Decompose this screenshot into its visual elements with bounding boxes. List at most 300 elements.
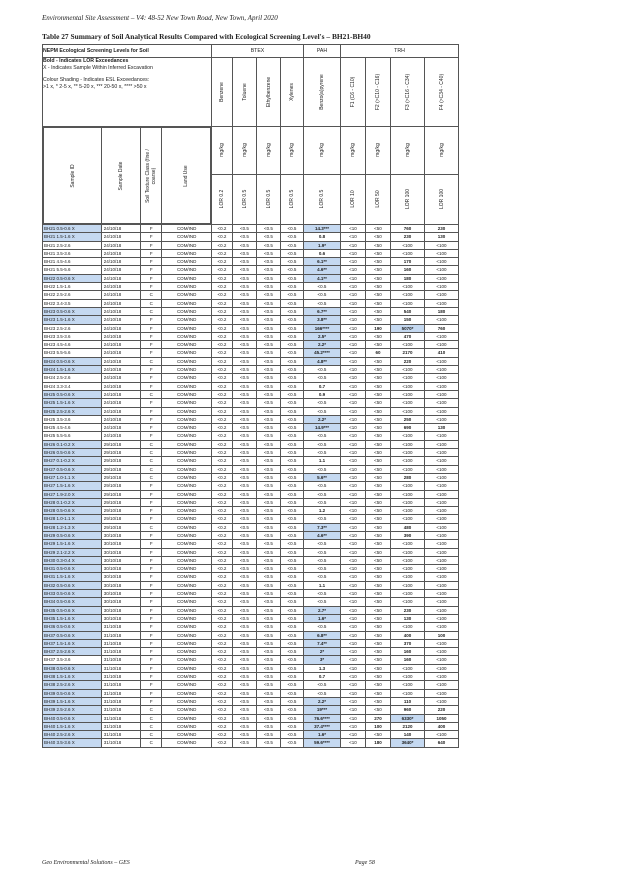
table-row: [43, 739, 459, 747]
sample-id-cell: BH38 0.5-0.6 X: [43, 664, 102, 672]
table-cell: <100: [391, 449, 425, 457]
analyte-header: [341, 58, 366, 127]
table-cell: <100: [425, 390, 459, 398]
table-cell: <100: [425, 581, 459, 589]
table-cell: 190: [366, 324, 391, 332]
table-cell: C: [141, 465, 162, 473]
unit-header: [391, 127, 425, 175]
table-cell: <0.5: [257, 556, 281, 564]
table-cell: 250: [391, 415, 425, 423]
table-cell: <0.5: [257, 581, 281, 589]
unit-label: mg/kg: [219, 143, 225, 158]
table-cell: 24/10/18: [101, 399, 140, 407]
table-cell: <0.5: [257, 656, 281, 664]
sample-id-cell: BH37 2.5-2.6 X: [43, 648, 102, 656]
table-cell: F: [141, 623, 162, 631]
table-cell: 400: [425, 722, 459, 730]
table-cell: 19***: [304, 706, 341, 714]
table-row: [43, 731, 459, 739]
table-cell: <0.5: [281, 382, 304, 390]
table-cell: <0.5: [304, 366, 341, 374]
table-cell: C: [141, 357, 162, 365]
table-row: [43, 473, 459, 481]
table-cell: COM/IND: [162, 606, 212, 614]
sample-column-header: [44, 128, 102, 224]
table-cell: COM/IND: [162, 374, 212, 382]
sample-id-cell: BH26 0.1-0.2 X: [43, 440, 102, 448]
table-cell: <0.5: [233, 465, 257, 473]
table-cell: <100: [391, 548, 425, 556]
table-cell: 24/10/18: [101, 349, 140, 357]
table-cell: <0.2: [212, 258, 233, 266]
table-cell: COM/IND: [162, 233, 212, 241]
table-cell: F: [141, 697, 162, 705]
table-row: [43, 399, 459, 407]
sample-id-cell: BH22 3.4-3.5: [43, 299, 102, 307]
table-cell: COM/IND: [162, 349, 212, 357]
table-cell: 30/10/18: [101, 614, 140, 622]
unit-label: mg/kg: [319, 143, 325, 158]
table-cell: C: [141, 714, 162, 722]
table-cell: F: [141, 565, 162, 573]
table-cell: <0.5: [257, 598, 281, 606]
analyte-label: F1 (C6 - C10): [350, 76, 356, 108]
table-cell: <100: [425, 241, 459, 249]
table-row: [43, 523, 459, 531]
table-cell: <0.5: [304, 482, 341, 490]
table-cell: <0.5: [281, 407, 304, 415]
table-cell: <0.2: [212, 739, 233, 747]
table-cell: <0.5: [257, 714, 281, 722]
table-cell: <0.5: [281, 523, 304, 531]
table-cell: <10: [341, 258, 366, 266]
table-cell: <50: [366, 573, 391, 581]
table-cell: <0.5: [257, 341, 281, 349]
table-cell: <50: [366, 291, 391, 299]
lor-header: [304, 174, 341, 224]
table-cell: <0.5: [233, 424, 257, 432]
sample-column-label: Sample Date: [118, 161, 124, 190]
legend-x-note: X - Indicates Sample Within Inferred Excavation: [43, 65, 153, 71]
table-cell: 31/10/18: [101, 673, 140, 681]
lor-label: LOR 0.5: [289, 190, 295, 209]
sample-id-cell: BH21 1.5-1.6 X: [43, 233, 102, 241]
group-trh: TRH: [341, 45, 459, 58]
table-cell: <0.5: [257, 382, 281, 390]
sample-id-cell: BH22 2.5-2.6: [43, 291, 102, 299]
lor-label: LOR 0.5: [319, 190, 325, 209]
table-cell: 100: [425, 631, 459, 639]
table-cell: F: [141, 407, 162, 415]
table-cell: <0.5: [281, 623, 304, 631]
table-cell: <0.5: [233, 614, 257, 622]
table-cell: 24/10/18: [101, 233, 140, 241]
analyte-label: Ethylbenzene: [265, 76, 272, 108]
table-row: [43, 225, 459, 233]
table-cell: <50: [366, 283, 391, 291]
sample-id-cell: BH40 0.5-0.6 X: [43, 714, 102, 722]
table-cell: <0.5: [233, 357, 257, 365]
table-cell: <50: [366, 316, 391, 324]
table-cell: <100: [425, 449, 459, 457]
legend-notes: [43, 58, 212, 127]
sample-id-cell: BH24 3.3-3.4: [43, 382, 102, 390]
table-cell: 30/10/18: [101, 548, 140, 556]
table-cell: COM/IND: [162, 465, 212, 473]
table-cell: <50: [366, 523, 391, 531]
table-cell: F: [141, 515, 162, 523]
table-cell: <0.5: [233, 241, 257, 249]
table-cell: <100: [391, 490, 425, 498]
unit-label: mg/kg: [404, 143, 411, 158]
table-cell: F: [141, 233, 162, 241]
table-cell: <100: [425, 507, 459, 515]
table-cell: <0.5: [233, 697, 257, 705]
table-cell: <0.2: [212, 283, 233, 291]
table-cell: <0.5: [281, 299, 304, 307]
table-cell: <0.5: [233, 366, 257, 374]
table-cell: <0.2: [212, 432, 233, 440]
sample-id-cell: BH31 1.5-1.6 X: [43, 573, 102, 581]
lor-label: LOR 10: [350, 190, 356, 209]
table-cell: <0.5: [281, 349, 304, 357]
table-cell: <0.5: [257, 225, 281, 233]
legend-shading-scale: >1 x, * 2-5 x, ** 5-20 x, *** 20-50 x, **** >50 x: [43, 84, 147, 90]
table-cell: F: [141, 631, 162, 639]
table-cell: <0.5: [233, 225, 257, 233]
table-row: [43, 366, 459, 374]
sample-id-cell: BH39 0.5-0.6 X: [43, 689, 102, 697]
table-cell: 2.5*: [304, 332, 341, 340]
table-cell: <0.5: [257, 515, 281, 523]
table-cell: <0.5: [257, 440, 281, 448]
table-cell: <10: [341, 548, 366, 556]
table-cell: <0.2: [212, 424, 233, 432]
table-cell: 0.6: [304, 249, 341, 257]
table-cell: 160: [391, 656, 425, 664]
sample-id-cell: BH21 0.5-0.6 X: [43, 225, 102, 233]
table-cell: <100: [391, 689, 425, 697]
unit-header: [304, 127, 341, 175]
table-cell: <50: [366, 241, 391, 249]
sample-id-cell: BH22 0.5-0.6 X: [43, 274, 102, 282]
table-cell: COM/IND: [162, 266, 212, 274]
table-cell: <0.2: [212, 706, 233, 714]
table-cell: <0.5: [281, 440, 304, 448]
table-cell: 24/10/18: [101, 283, 140, 291]
table-cell: COM/IND: [162, 449, 212, 457]
table-cell: <0.2: [212, 225, 233, 233]
table-cell: <0.5: [257, 407, 281, 415]
table-cell: <10: [341, 731, 366, 739]
table-cell: 24/10/18: [101, 258, 140, 266]
table-cell: <100: [425, 639, 459, 647]
table-cell: <100: [391, 341, 425, 349]
table-row: [43, 382, 459, 390]
table-cell: <0.5: [257, 324, 281, 332]
table-cell: <100: [425, 490, 459, 498]
table-cell: <0.2: [212, 457, 233, 465]
table-cell: <0.5: [257, 307, 281, 315]
table-cell: 470: [391, 332, 425, 340]
table-cell: <0.5: [257, 449, 281, 457]
table-cell: 24/10/18: [101, 415, 140, 423]
analyte-label: F3 (>C16 - C34): [404, 73, 411, 111]
table-cell: <0.5: [257, 648, 281, 656]
table-cell: F: [141, 590, 162, 598]
table-row: [43, 697, 459, 705]
unit-header: [425, 127, 459, 175]
sample-header-block: [43, 127, 212, 225]
table-cell: <0.2: [212, 274, 233, 282]
table-cell: <0.5: [257, 590, 281, 598]
table-cell: <0.2: [212, 664, 233, 672]
table-cell: <0.5: [304, 399, 341, 407]
table-cell: F: [141, 424, 162, 432]
table-cell: <0.2: [212, 639, 233, 647]
table-cell: <100: [425, 465, 459, 473]
table-cell: <100: [391, 581, 425, 589]
table-cell: C: [141, 299, 162, 307]
table-cell: <0.2: [212, 374, 233, 382]
table-cell: <100: [391, 299, 425, 307]
table-cell: <100: [391, 440, 425, 448]
table-cell: 31/10/18: [101, 639, 140, 647]
table-cell: <0.5: [233, 656, 257, 664]
table-cell: 6.1**: [304, 258, 341, 266]
table-row: [43, 623, 459, 631]
unit-header: [281, 127, 304, 175]
sample-id-cell: BH25 1.5-1.6 X: [43, 399, 102, 407]
table-cell: <0.5: [304, 540, 341, 548]
table-cell: <0.5: [233, 673, 257, 681]
table-cell: <10: [341, 324, 366, 332]
table-cell: <0.5: [233, 283, 257, 291]
lor-header: [212, 174, 233, 224]
table-cell: <0.5: [233, 523, 257, 531]
table-cell: <0.5: [281, 233, 304, 241]
table-cell: <0.5: [304, 299, 341, 307]
table-cell: <0.2: [212, 299, 233, 307]
table-cell: 30/10/18: [101, 565, 140, 573]
table-row: [43, 531, 459, 539]
table-cell: <0.5: [257, 390, 281, 398]
table-cell: 4.6**: [304, 266, 341, 274]
lor-header: [425, 174, 459, 224]
table-cell: F: [141, 332, 162, 340]
table-cell: <0.5: [233, 722, 257, 730]
lor-label: LOR 100: [438, 189, 445, 210]
table-cell: 29/10/18: [101, 473, 140, 481]
table-cell: <0.5: [233, 274, 257, 282]
table-cell: <0.5: [281, 548, 304, 556]
analyte-header: [425, 58, 459, 127]
table-cell: <0.5: [257, 274, 281, 282]
table-cell: <50: [366, 689, 391, 697]
table-cell: <50: [366, 424, 391, 432]
table-cell: <0.5: [257, 366, 281, 374]
table-cell: 3.8**: [304, 316, 341, 324]
table-cell: <10: [341, 482, 366, 490]
unit-label: mg/kg: [350, 143, 356, 158]
table-cell: 30/10/18: [101, 556, 140, 564]
table-cell: <0.5: [233, 440, 257, 448]
table-cell: <50: [366, 548, 391, 556]
table-row: [43, 307, 459, 315]
table-cell: <0.5: [233, 390, 257, 398]
table-row: [43, 274, 459, 282]
table-cell: <0.5: [281, 706, 304, 714]
table-cell: <0.5: [233, 639, 257, 647]
table-cell: <0.5: [257, 673, 281, 681]
table-cell: 166****: [304, 324, 341, 332]
table-cell: 4.1**: [304, 274, 341, 282]
table-cell: <0.2: [212, 390, 233, 398]
table-row: [43, 374, 459, 382]
table-cell: F: [141, 374, 162, 382]
table-cell: <0.5: [257, 424, 281, 432]
table-cell: <0.5: [281, 415, 304, 423]
table-cell: <0.5: [281, 507, 304, 515]
table-cell: <50: [366, 407, 391, 415]
table-cell: <0.5: [257, 299, 281, 307]
lor-header: [233, 174, 257, 224]
table-cell: <0.5: [233, 623, 257, 631]
table-cell: <0.2: [212, 648, 233, 656]
sample-id-cell: BH24 0.5-0.6 X: [43, 357, 102, 365]
table-cell: COM/IND: [162, 299, 212, 307]
table-cell: <50: [366, 540, 391, 548]
table-cell: <100: [425, 357, 459, 365]
unit-header: [257, 127, 281, 175]
table-cell: <50: [366, 482, 391, 490]
table-cell: <10: [341, 623, 366, 631]
analyte-label: F2 (>C10 - C16): [375, 73, 381, 111]
table-cell: 180: [425, 307, 459, 315]
table-cell: <0.5: [257, 432, 281, 440]
table-row: [43, 639, 459, 647]
table-row: [43, 390, 459, 398]
table-cell: <0.2: [212, 673, 233, 681]
sample-id-cell: BH33 0.5-0.6 X: [43, 590, 102, 598]
table-cell: <0.2: [212, 449, 233, 457]
table-cell: <0.5: [281, 590, 304, 598]
table-cell: <50: [366, 266, 391, 274]
table-cell: <100: [425, 548, 459, 556]
table-cell: <0.5: [281, 598, 304, 606]
table-cell: <0.5: [257, 689, 281, 697]
table-cell: <100: [425, 697, 459, 705]
table-cell: 2.2*: [304, 697, 341, 705]
sample-id-cell: BH21 4.5-4.6: [43, 258, 102, 266]
table-cell: <0.5: [233, 349, 257, 357]
table-cell: <100: [425, 648, 459, 656]
table-cell: <100: [391, 573, 425, 581]
table-cell: <100: [391, 390, 425, 398]
table-cell: <0.5: [281, 631, 304, 639]
table-cell: <0.5: [233, 515, 257, 523]
table-cell: <0.5: [233, 316, 257, 324]
table-cell: <50: [366, 531, 391, 539]
table-cell: <50: [366, 332, 391, 340]
table-cell: <50: [366, 258, 391, 266]
table-cell: <100: [425, 299, 459, 307]
table-cell: <0.5: [257, 706, 281, 714]
table-cell: 24/10/18: [101, 225, 140, 233]
table-cell: <10: [341, 507, 366, 515]
table-cell: <0.5: [304, 490, 341, 498]
table-cell: F: [141, 415, 162, 423]
table-cell: F: [141, 432, 162, 440]
table-cell: <50: [366, 590, 391, 598]
table-cell: <0.5: [233, 598, 257, 606]
table-cell: <10: [341, 233, 366, 241]
table-cell: COM/IND: [162, 598, 212, 606]
table-cell: <50: [366, 449, 391, 457]
table-cell: <0.5: [257, 606, 281, 614]
table-cell: <100: [425, 515, 459, 523]
table-cell: <0.5: [233, 689, 257, 697]
table-cell: F: [141, 664, 162, 672]
table-cell: <10: [341, 432, 366, 440]
table-cell: <0.5: [281, 664, 304, 672]
table-cell: 24/10/18: [101, 274, 140, 282]
table-cell: <0.5: [281, 697, 304, 705]
table-cell: 30/10/18: [101, 531, 140, 539]
table-cell: 31/10/18: [101, 631, 140, 639]
table-cell: <0.5: [257, 357, 281, 365]
table-cell: <0.2: [212, 606, 233, 614]
table-cell: 760: [425, 324, 459, 332]
sample-column-label: Soil Texture Class (fine / coarse): [145, 148, 157, 203]
table-row: [43, 689, 459, 697]
table-cell: 24/10/18: [101, 341, 140, 349]
sample-id-cell: BH40 3.5-3.6 X: [43, 739, 102, 747]
footer-page-number: Page 58: [355, 860, 375, 866]
sample-id-cell: BH35 1.5-1.6 X: [43, 614, 102, 622]
table-cell: <100: [425, 399, 459, 407]
table-cell: <100: [425, 374, 459, 382]
table-cell: <0.5: [281, 241, 304, 249]
table-row: [43, 490, 459, 498]
table-cell: COM/IND: [162, 225, 212, 233]
table-cell: 1.6*: [304, 614, 341, 622]
table-cell: <0.5: [233, 606, 257, 614]
table-cell: <100: [425, 274, 459, 282]
table-row: [43, 324, 459, 332]
sample-id-cell: BH34 0.5-0.6 X: [43, 598, 102, 606]
unit-label: mg/kg: [265, 143, 272, 158]
table-cell: <100: [391, 382, 425, 390]
sample-id-cell: BH28 1.2-1.3 X: [43, 523, 102, 531]
group-pah: PAH: [304, 45, 341, 58]
table-cell: 24/10/18: [101, 432, 140, 440]
table-row: [43, 482, 459, 490]
table-cell: <100: [425, 590, 459, 598]
table-cell: 31/10/18: [101, 722, 140, 730]
table-cell: 24/10/18: [101, 241, 140, 249]
sample-column-label: Sample ID: [69, 163, 76, 188]
table-cell: <0.5: [233, 382, 257, 390]
table-cell: <100: [391, 432, 425, 440]
lor-header: [391, 174, 425, 224]
table-cell: 280: [391, 473, 425, 481]
table-cell: 7.3**: [304, 523, 341, 531]
table-cell: 29/10/18: [101, 507, 140, 515]
table-cell: F: [141, 399, 162, 407]
table-cell: <100: [391, 590, 425, 598]
table-cell: <0.5: [281, 399, 304, 407]
